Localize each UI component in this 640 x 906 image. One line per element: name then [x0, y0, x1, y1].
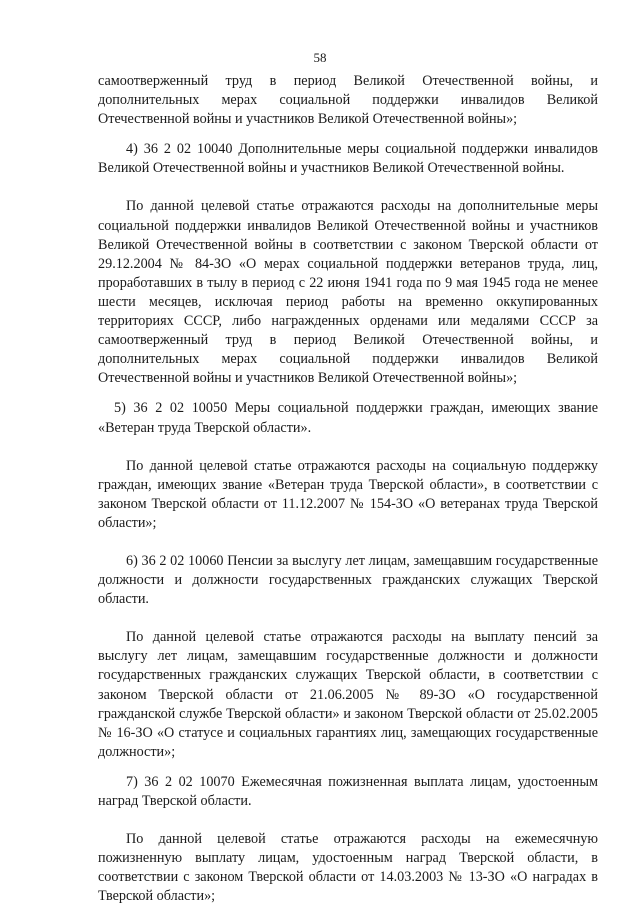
- item-6-description: По данной целевой статье отражаются расходы на выплату пенсий за выслугу лет лицам, замещавшим государственные должности и должности государственных гражданских служащих Тверской области, в соответствии с законом Тверской области от 21.06.2005 № 89-ЗО «О государственной гражданской службе Тверской области» и законом Тверской области от 25.02.2005 № 16-ЗО «О статусе и социальных гарантиях лиц, замещающих государственные должности»;: [98, 629, 598, 760]
- item-4-heading: 4) 36 2 02 10040 Дополнительные меры социальной поддержки инвалидов Великой Отечественной войны и участников Великой Отечественной войны.: [98, 141, 598, 177]
- item-5-heading: 5) 36 2 02 10050 Меры социальной поддержки граждан, имеющих звание «Ветеран труда Тверской области».: [98, 400, 598, 436]
- paragraph-continuation: самоотверженный труд в период Великой Отечественной войны, и дополнительных мерах социальной поддержки инвалидов Великой Отечественной войны и участников Великой Отечественной войны»;: [98, 73, 598, 128]
- page-number: 58: [313, 50, 327, 65]
- item-6-heading: 6) 36 2 02 10060 Пенсии за выслугу лет лицам, замещавшим государственные должности и должности государственных гражданских служащих Тверской области.: [98, 552, 598, 608]
- document-body: [98, 72, 598, 906]
- item-4-description: По данной целевой статье отражаются расходы на дополнительные меры социальной поддержки инвалидов Великой Отечественной войны и участников Великой Отечественной войны в соответствии с законом Тверской области от 29.12.2004 № 84-ЗО «О мерах социальной поддержки ветеранов труда, лиц, проработавших в тылу в период с 22 июня 1941 года по 9 мая 1945 года не менее шести месяцев, исключая период работы на временно оккупированных территориях СССР, либо награжденных орденами или медалями СССР за самоотверженный труд в период Великой Отечественной войны, и дополнительных мерах социальной поддержки инвалидов Великой Отечественной войны и участников Великой Отечественной войны»;: [98, 198, 598, 387]
- item-5-description: По данной целевой статье отражаются расходы на социальную поддержку граждан, имеющих звание «Ветеран труда Тверской области», в соответствии с законом Тверской области от 11.12.2007 № 154-ЗО «О ветеранах труда Тверской области»;: [98, 457, 598, 531]
- item-7-heading: 7) 36 2 02 10070 Ежемесячная пожизненная выплата лицам, удостоенным наград Тверской области.: [98, 773, 598, 809]
- item-7-description: По данной целевой статье отражаются расходы на ежемесячную пожизненную выплату лицам, удостоенным наград Тверской области, в соответствии с законом Тверской области от 14.03.2003 № 13-ЗО «О наградах в Тверской области»;: [98, 831, 598, 905]
